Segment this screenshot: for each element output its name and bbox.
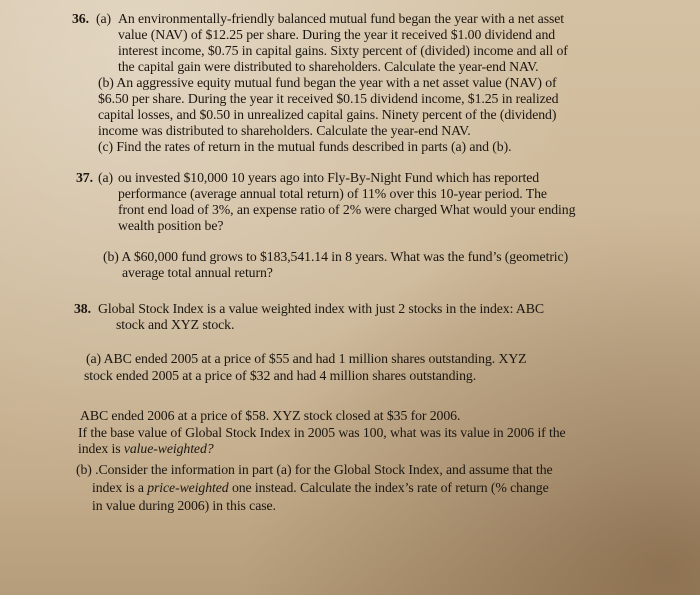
- text-line: in value during 2006) in this case.: [92, 498, 276, 513]
- text-fragment: one instead. Calculate the index’s rate of return (% change: [228, 480, 549, 495]
- text-line: income was distributed to shareholders. Calculate the year-end NAV.: [98, 123, 471, 138]
- part-a-label: (a): [96, 11, 112, 26]
- text-line: (b) .Consider the information in part (a) for the Global Stock Index, and assume that the: [76, 462, 553, 477]
- text-line: (b) A $60,000 fund grows to $183,541.14 in 8 years. What was the fund’s (geometric): [103, 249, 569, 264]
- text-line: ABC ended 2006 at a price of $58. XYZ stock closed at $35 for 2006.: [80, 408, 461, 423]
- problem-number: 38.: [74, 301, 91, 316]
- text-line: interest income, $0.75 in capital gains. Sixty percent of (divided) income and all of: [118, 43, 568, 58]
- text-line: performance (average annual total return) of 11% over this 10-year period. The: [118, 186, 547, 201]
- problem-number: 37.: [76, 170, 93, 185]
- text-line: ou invested $10,000 10 years ago into Fly-By-Night Fund which has reported: [118, 170, 540, 185]
- text-line: (a) ABC ended 2005 at a price of $55 and had 1 million shares outstanding. XYZ: [86, 351, 527, 366]
- text-line: stock ended 2005 at a price of $32 and had 4 million shares outstanding.: [84, 368, 477, 383]
- text-line: $6.50 per share. During the year it received $0.15 dividend income, $1.25 in realized: [98, 91, 559, 106]
- text-line: (b) An aggressive equity mutual fund began the year with a net asset value (NAV) of: [98, 75, 557, 90]
- text-line: front end load of 3%, an expense ratio of 2% were charged What would your ending: [118, 202, 576, 217]
- text-line: the capital gain were distributed to shareholders. Calculate the year-end NAV.: [118, 59, 539, 74]
- italic-term: value-weighted?: [123, 441, 214, 456]
- text-fragment: index is a: [92, 480, 148, 495]
- text-line: average total annual return?: [122, 265, 273, 280]
- text-line: value (NAV) of $12.25 per share. During the year it received $1.00 dividend and: [118, 27, 556, 42]
- problem-number: 36.: [72, 11, 89, 26]
- text-line: An environmentally-friendly balanced mutual fund began the year with a net asset: [118, 11, 564, 26]
- text-line: [78, 441, 214, 456]
- text-line: If the base value of Global Stock Index in 2005 was 100, what was its value in 2006 if the: [78, 425, 566, 440]
- text-line: wealth position be?: [118, 218, 224, 233]
- italic-term: price-weighted: [147, 480, 229, 495]
- text-fragment: index is: [78, 441, 124, 456]
- text-line: stock and XYZ stock.: [116, 317, 235, 332]
- text-line: capital losses, and $0.50 in unrealized capital gains. Ninety percent of the (dividend): [98, 107, 557, 122]
- text-line: (c) Find the rates of return in the mutual funds described in parts (a) and (b).: [98, 139, 512, 154]
- part-a-label: (a): [98, 170, 114, 185]
- text-line: Global Stock Index is a value weighted index with just 2 stocks in the index: ABC: [98, 301, 544, 316]
- text-line: [92, 480, 549, 495]
